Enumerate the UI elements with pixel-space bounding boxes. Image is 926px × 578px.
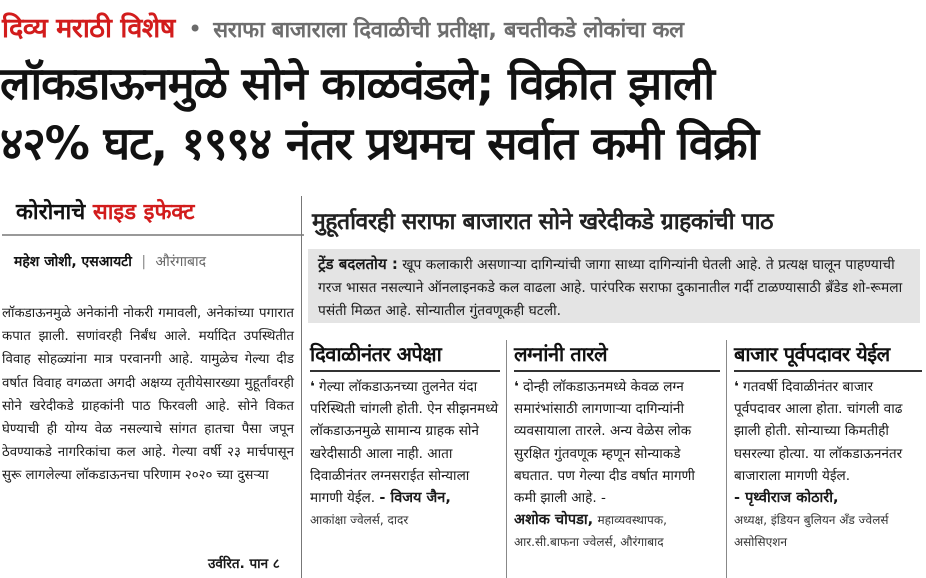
section-label-part2: साइड इफेक्ट bbox=[92, 200, 195, 225]
quote-column-2 bbox=[514, 340, 720, 554]
column-divider bbox=[301, 196, 302, 578]
quote-text: गेल्या लॉकडाऊनच्या तुलनेत यंदा परिस्थिती चांगली होती. ऐन सीझनमध्ये लॉकडाऊनमुळे सामान्य ग्राहक सोने खरेदीसाठी आला नाही. आता दिवाळीनंतर लग्नसराईत सोन्याला मागणी येईल. bbox=[310, 379, 499, 507]
quote-text: गतवर्षी दिवाळीनंतर बाजार पूर्वपदावर आला होता. चांगली वाढ झाली होती. सोन्याच्या किमतीही घसरल्या होत्या. या लॉकडाऊननंतर बाजाराला मागणी येईल. bbox=[734, 379, 903, 484]
section-label bbox=[16, 196, 195, 226]
quote-affiliation: आकांक्षा ज्वेलर्स, दादर bbox=[310, 513, 409, 528]
byline-separator: | bbox=[141, 254, 147, 270]
quote-affiliation: अध्यक्ष, इंडियन बुलियन अँड ज्वेलर्स असोसिएशन bbox=[734, 513, 889, 550]
trend-text: खूप कलाकारी असणाऱ्या दागिन्यांची जागा साध्या दागिन्यांनी घेतली आहे. ते प्रत्यक्ष घालून पाहण्याची गरज भासत नसल्याने ऑनलाइनकडे कल वाढला आहे. पारंपरिक सराफा दुकानातील गर्दी टाळण्यासाठी ब्रँडेड शो-रूमला पसंती मिळत आहे. सोन्यातील गुंतवणूकही घटली. bbox=[318, 257, 903, 319]
quote-signature: अशोक चोपडा, bbox=[514, 512, 594, 529]
trend-label: ट्रेंड बदलतोय : bbox=[318, 255, 398, 273]
quote-column-3 bbox=[734, 340, 922, 554]
headline-line-2: ४२% घट, १९९४ नंतर प्रथमच सर्वात कमी विक्री bbox=[0, 117, 759, 170]
kicker-line bbox=[2, 8, 924, 48]
quote-affiliation: महाव्यवस्थापक, आर.सी.बाफना ज्वेलर्स, औरंगाबाद bbox=[514, 513, 667, 550]
section-tag: दिव्य मराठी विशेष bbox=[2, 13, 175, 44]
quote-heading: बाजार पूर्वपदावर येईल bbox=[734, 342, 890, 366]
byline bbox=[14, 252, 206, 271]
column-divider bbox=[506, 340, 507, 578]
quote-signature: - विजय जैन, bbox=[379, 490, 451, 507]
column-divider bbox=[726, 340, 727, 578]
quote-body bbox=[514, 376, 720, 554]
quote-text: दोन्ही लॉकडाऊनमध्ये केवळ लग्न समारंभांसाठी लागणाऱ्या दागिन्यांनी व्यवसायाला तारले. अन्य वेळेस लोक सुरक्षित गुंतवणूक म्हणून सोन्याकडे बघतात. पण गेल्या दीड वर्षात मागणी कमी झाली आहे. - bbox=[514, 379, 695, 507]
article-body: लॉकडाऊनमुळे अनेकांनी नोकरी गमावली, अनेकांच्या पगारात कपात झाली. सणांवरही निर्बंध आले. मर्यादित उपस्थितीत विवाह सोहळ्यांना मात्र परवानगी आहे. यामुळेच गेल्या दीड वर्षात विवाह वगळता अगदी अक्षय्य तृतीयेसारख्या मुहूर्तांवरही सोने खरेदीकडे ग्राहकांनी पाठ फिरवली आहे. सोने विकत घेण्याची ही योग्य वेळ नसल्याचे सांगत हातचा पैसा जपून ठेवण्याकडे नागरिकांचा कल आहे. गेल्या वर्षी २३ मार्चपासून सुरू लागलेल्या लॉकडाऊनचा परिणाम २०२० च्या दुसऱ्या bbox=[2, 306, 294, 484]
kicker-text: सराफा बाजाराला दिवाळीची प्रतीक्षा, बचतीकडे लोकांचा कल bbox=[213, 18, 684, 43]
quote-signature: - पृथ्वीराज कोठारी, bbox=[734, 490, 839, 507]
subheadline: मुहूर्तावरही सराफा बाजारात सोने खरेदीकडे ग्राहकांची पाठ bbox=[312, 209, 773, 235]
quote-column-1 bbox=[310, 340, 500, 531]
section-label-part1: कोरोनाचे bbox=[16, 200, 86, 225]
quote-heading: लग्नांनी तारले bbox=[514, 342, 608, 366]
quote-mark-icon: ❛ bbox=[514, 379, 519, 395]
quote-body bbox=[310, 376, 500, 531]
heading-underline bbox=[734, 370, 922, 372]
quote-body bbox=[734, 376, 922, 554]
bullet-separator: • bbox=[187, 15, 203, 43]
continued-marker: उर्वरित. पान ८ bbox=[208, 556, 280, 572]
main-headline bbox=[0, 54, 926, 174]
quote-mark-icon: ❛ bbox=[734, 379, 739, 395]
section-label-divider bbox=[2, 234, 304, 236]
author-name: महेश जोशी, एसआयटी bbox=[14, 254, 132, 270]
quote-mark-icon: ❛ bbox=[310, 379, 315, 395]
heading-underline bbox=[310, 370, 500, 372]
trend-box bbox=[308, 249, 920, 323]
quote-heading: दिवाळीनंतर अपेक्षा bbox=[310, 342, 442, 366]
dateline-place: औरंगाबाद bbox=[155, 254, 207, 270]
headline-line-1: लॉकडाऊनमुळे सोने काळवंडले; विक्रीत झाली bbox=[0, 57, 714, 110]
heading-underline bbox=[514, 370, 720, 372]
